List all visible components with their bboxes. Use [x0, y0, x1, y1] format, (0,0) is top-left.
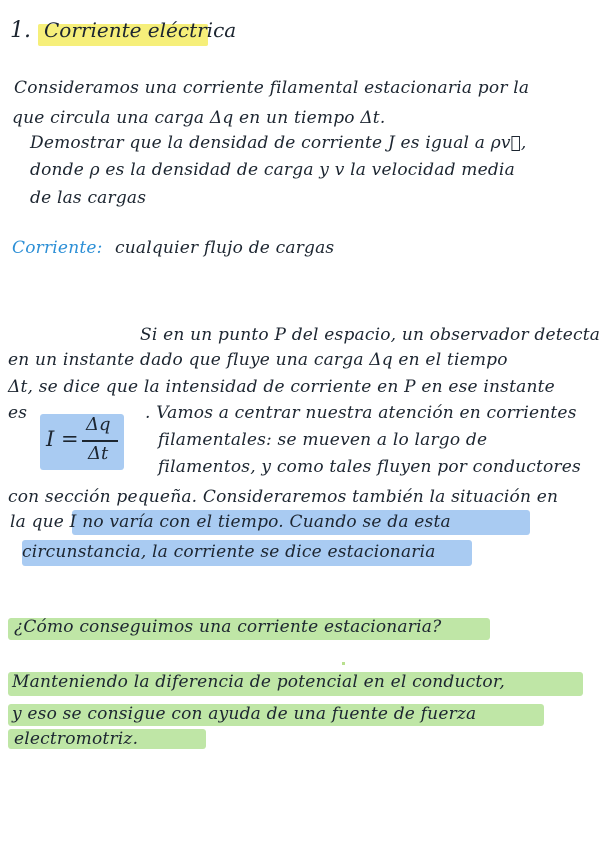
body-line-2: en un instante dado que fluye una carga Δq en el tiempo [8, 350, 508, 370]
side-line-1: . Vamos a centrar nuestra atención en corrientes [145, 403, 577, 423]
continuation-line-3: circunstancia, la corriente se dice estacionaria [22, 542, 436, 562]
continuation-line-2: la que I no varía con el tiempo. Cuando se da esta [10, 512, 451, 532]
corriente-definition: cualquier flujo de cargas [115, 238, 335, 258]
formula-lhs: I = [46, 427, 79, 451]
answer-line-2: y eso se consigue con ayuda de una fuente de fuerza [12, 704, 477, 724]
side-line-3: filamentos, y como tales fluyen por conductores [158, 457, 581, 477]
fraction-bar [82, 440, 118, 442]
intro-line-3: Demostrar que la densidad de corriente J es igual a ρv⃗, [30, 133, 527, 153]
intro-line-5: de las cargas [30, 188, 147, 208]
question-text: ¿Cómo conseguimos una corriente estacionaria? [14, 617, 442, 637]
section-number: 1. [10, 18, 31, 43]
answer-line-1: Manteniendo la diferencia de potencial en el conductor, [12, 672, 505, 692]
side-line-2: filamentales: se mueven a lo largo de [158, 430, 488, 450]
stray-dot [342, 662, 345, 665]
body-line-1: Si en un punto P del espacio, un observador detecta [140, 325, 600, 345]
continuation-line-1: con sección pequeña. Consideraremos también la situación en [8, 487, 559, 507]
corriente-label: Corriente: [12, 238, 103, 258]
body-line-3: Δt, se dice que la intensidad de corriente en P en ese instante [8, 377, 555, 397]
section-title: Corriente eléctrica [44, 18, 237, 42]
intro-line-2: que circula una carga Δq en un tiempo Δt. [12, 108, 386, 128]
intro-line-1: Consideramos una corriente filamental estacionaria por la [14, 78, 530, 98]
formula-numerator: Δq [86, 414, 111, 435]
answer-line-3: electromotriz. [14, 729, 139, 749]
formula-denominator: Δt [88, 443, 109, 464]
body-line-4: es [8, 403, 28, 423]
intro-line-4: donde ρ es la densidad de carga y v la velocidad media [30, 160, 515, 180]
